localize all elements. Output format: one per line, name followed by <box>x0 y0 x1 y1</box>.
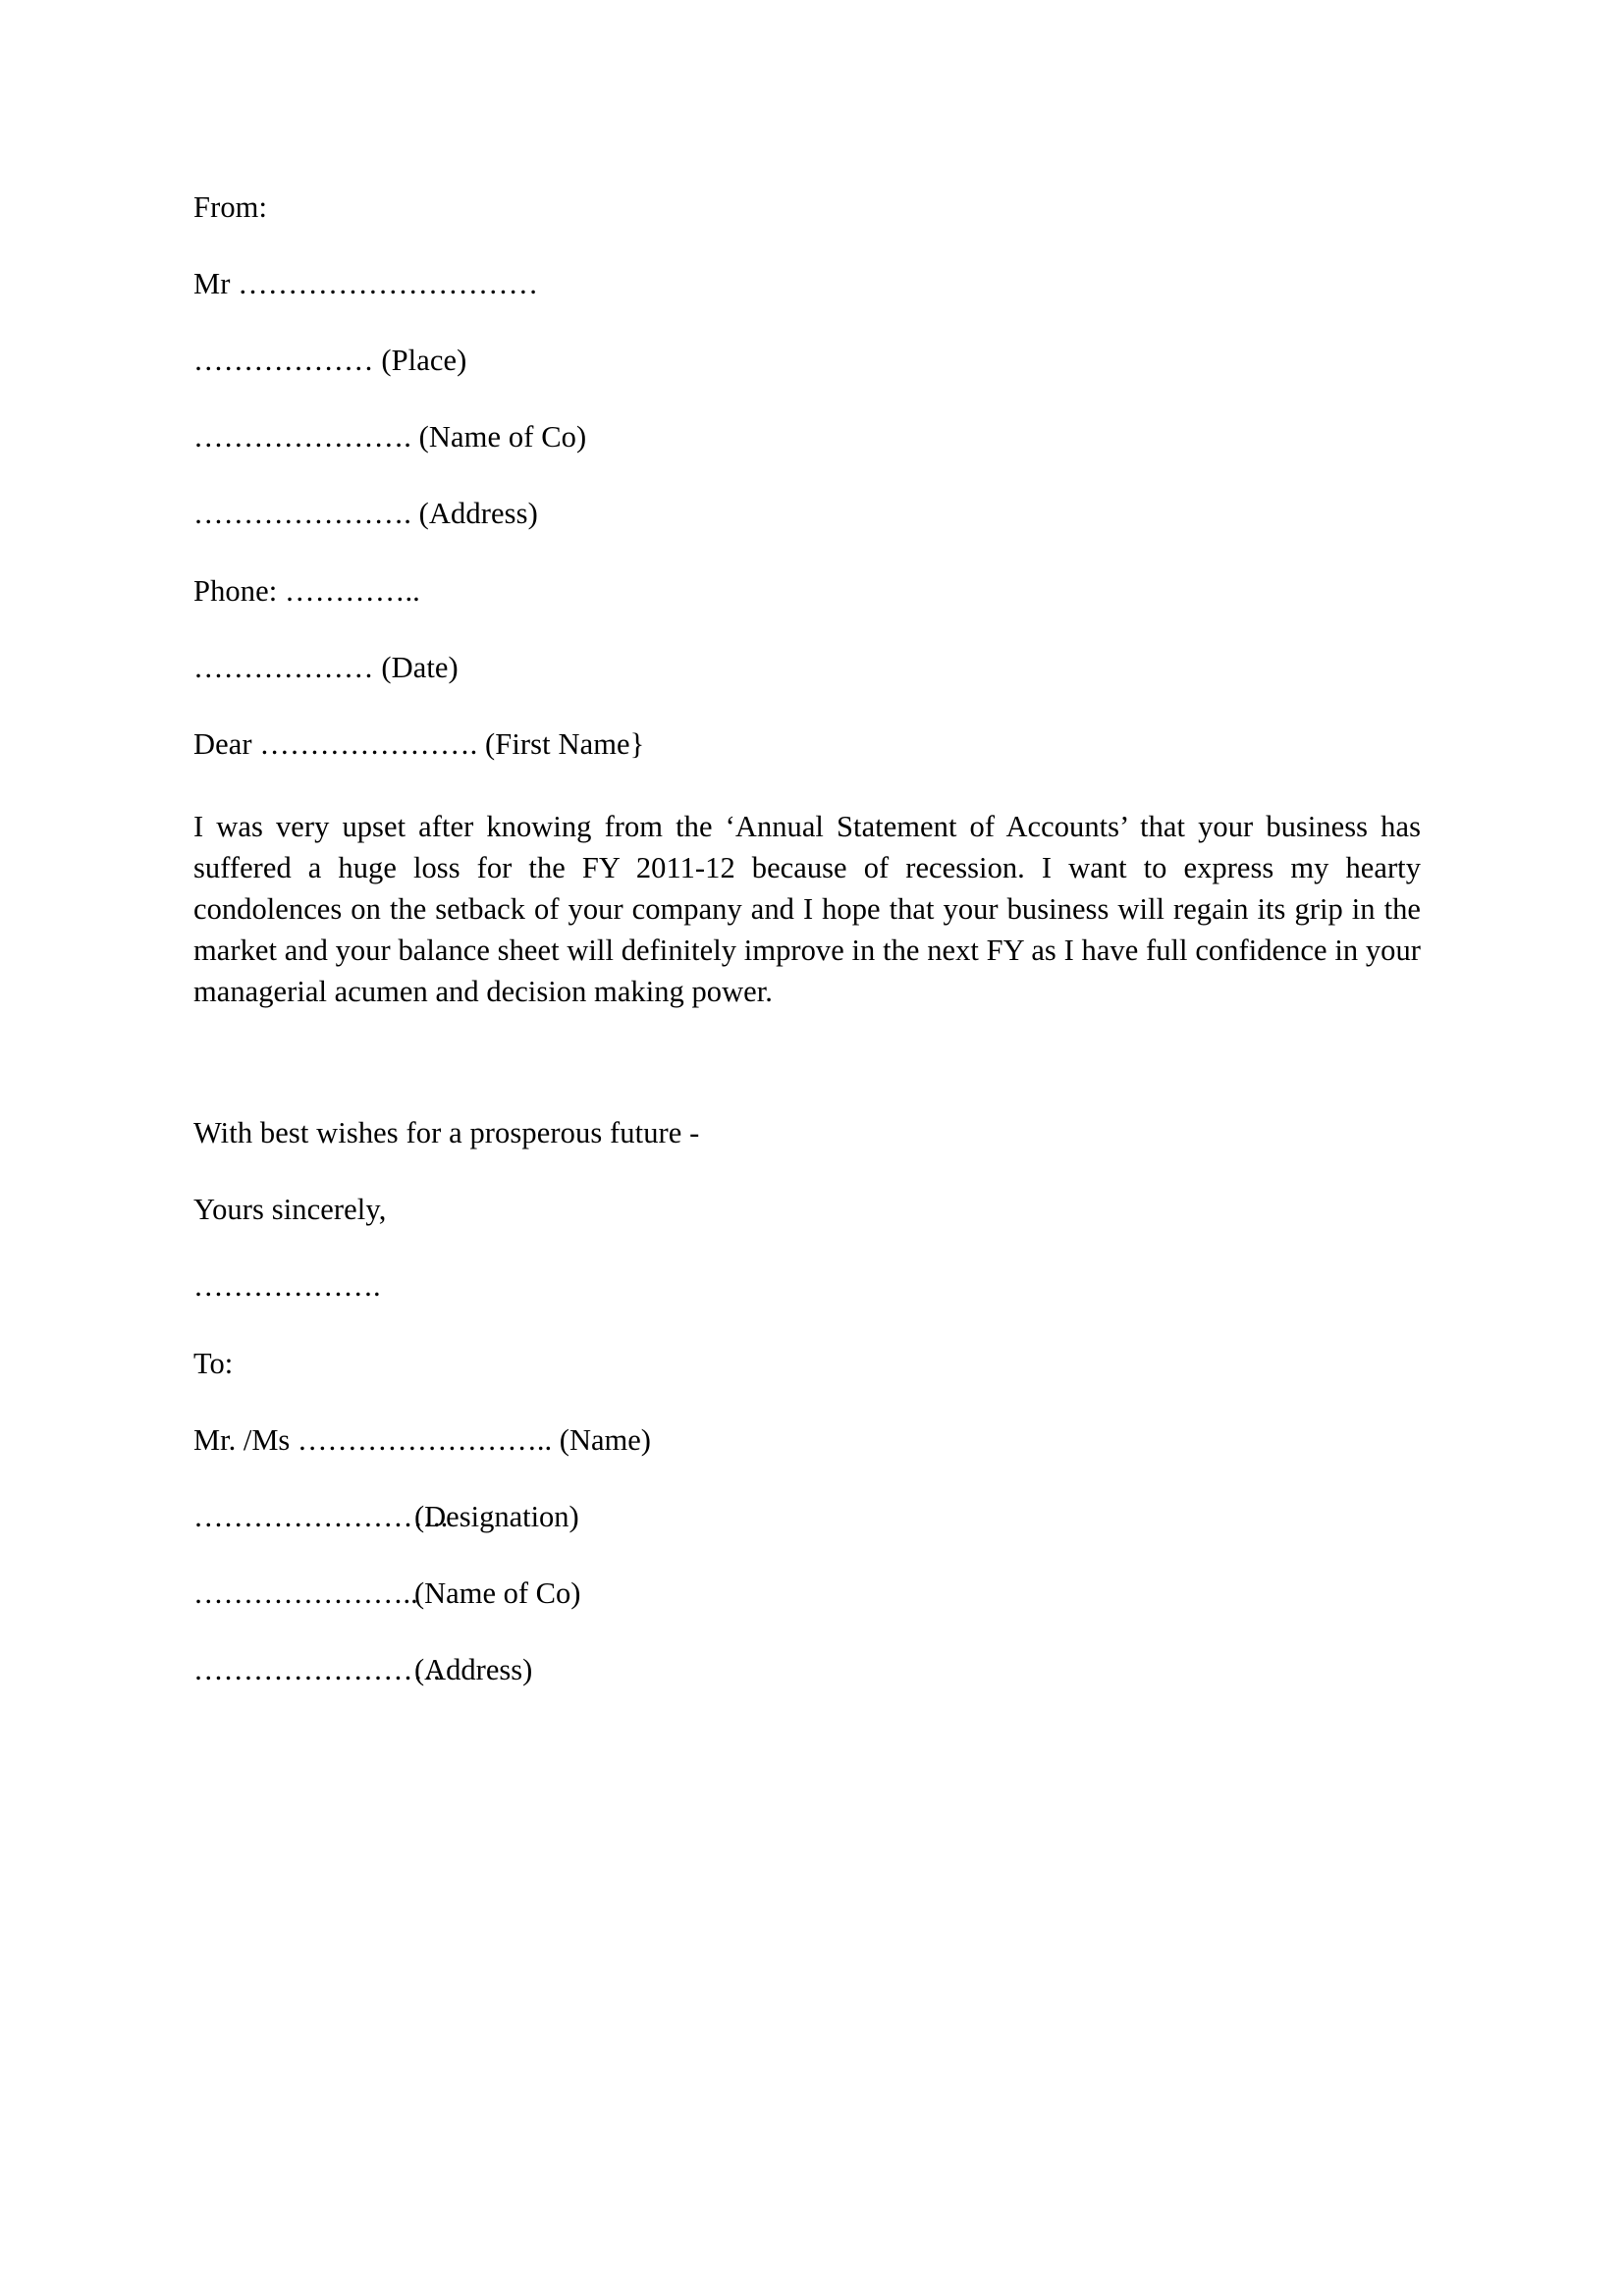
recipient-company-label: (Name of Co) <box>414 1575 581 1610</box>
recipient-designation-row <box>193 1499 1421 1533</box>
recipient-designation-dots: …………………….. <box>193 1499 449 1533</box>
letter-paragraph: I was very upset after knowing from the ‘Annual Statement of Accounts’ that your business has suffered a huge loss for the FY 2011-12 because of recession. I want to express my hearty condolences on the setback of your company and I hope that your business will regain its grip in the market and your balance sheet will definitely improve in the next FY as I have full confidence in your managerial acumen and decision making power. <box>193 809 1421 1009</box>
sender-company-line: …………………. (Name of Co) <box>193 420 587 454</box>
best-wishes-line: With best wishes for a prosperous future - <box>193 1116 700 1150</box>
sender-name-line: Mr ………………………… <box>193 267 539 301</box>
sender-place-line: ……………… (Place) <box>193 344 467 378</box>
recipient-designation-label: (Designation) <box>414 1499 579 1533</box>
sender-address-line: …………………. (Address) <box>193 497 538 531</box>
letter-body <box>193 192 1421 1685</box>
recipient-address-dots: ……………………. <box>193 1653 441 1687</box>
recipient-company-dots: ………………….. <box>193 1575 418 1610</box>
recipient-address-label: (Address) <box>414 1653 533 1687</box>
recipient-address-row <box>193 1655 1421 1685</box>
from-heading: From: <box>193 190 268 224</box>
signature-dots-line: ………………. <box>193 1269 381 1304</box>
salutation-line: Dear …………………. (First Name} <box>193 726 645 761</box>
recipient-name-line: Mr. /Ms …………………….. (Name) <box>193 1422 651 1457</box>
to-heading: To: <box>193 1346 234 1380</box>
sender-phone-line: Phone: ………….. <box>193 573 420 608</box>
recipient-company-row <box>193 1575 1421 1610</box>
sender-date-line: ……………… (Date) <box>193 650 459 684</box>
sign-off-line: Yours sincerely, <box>193 1193 387 1227</box>
paragraph-spacer <box>193 1012 1421 1118</box>
